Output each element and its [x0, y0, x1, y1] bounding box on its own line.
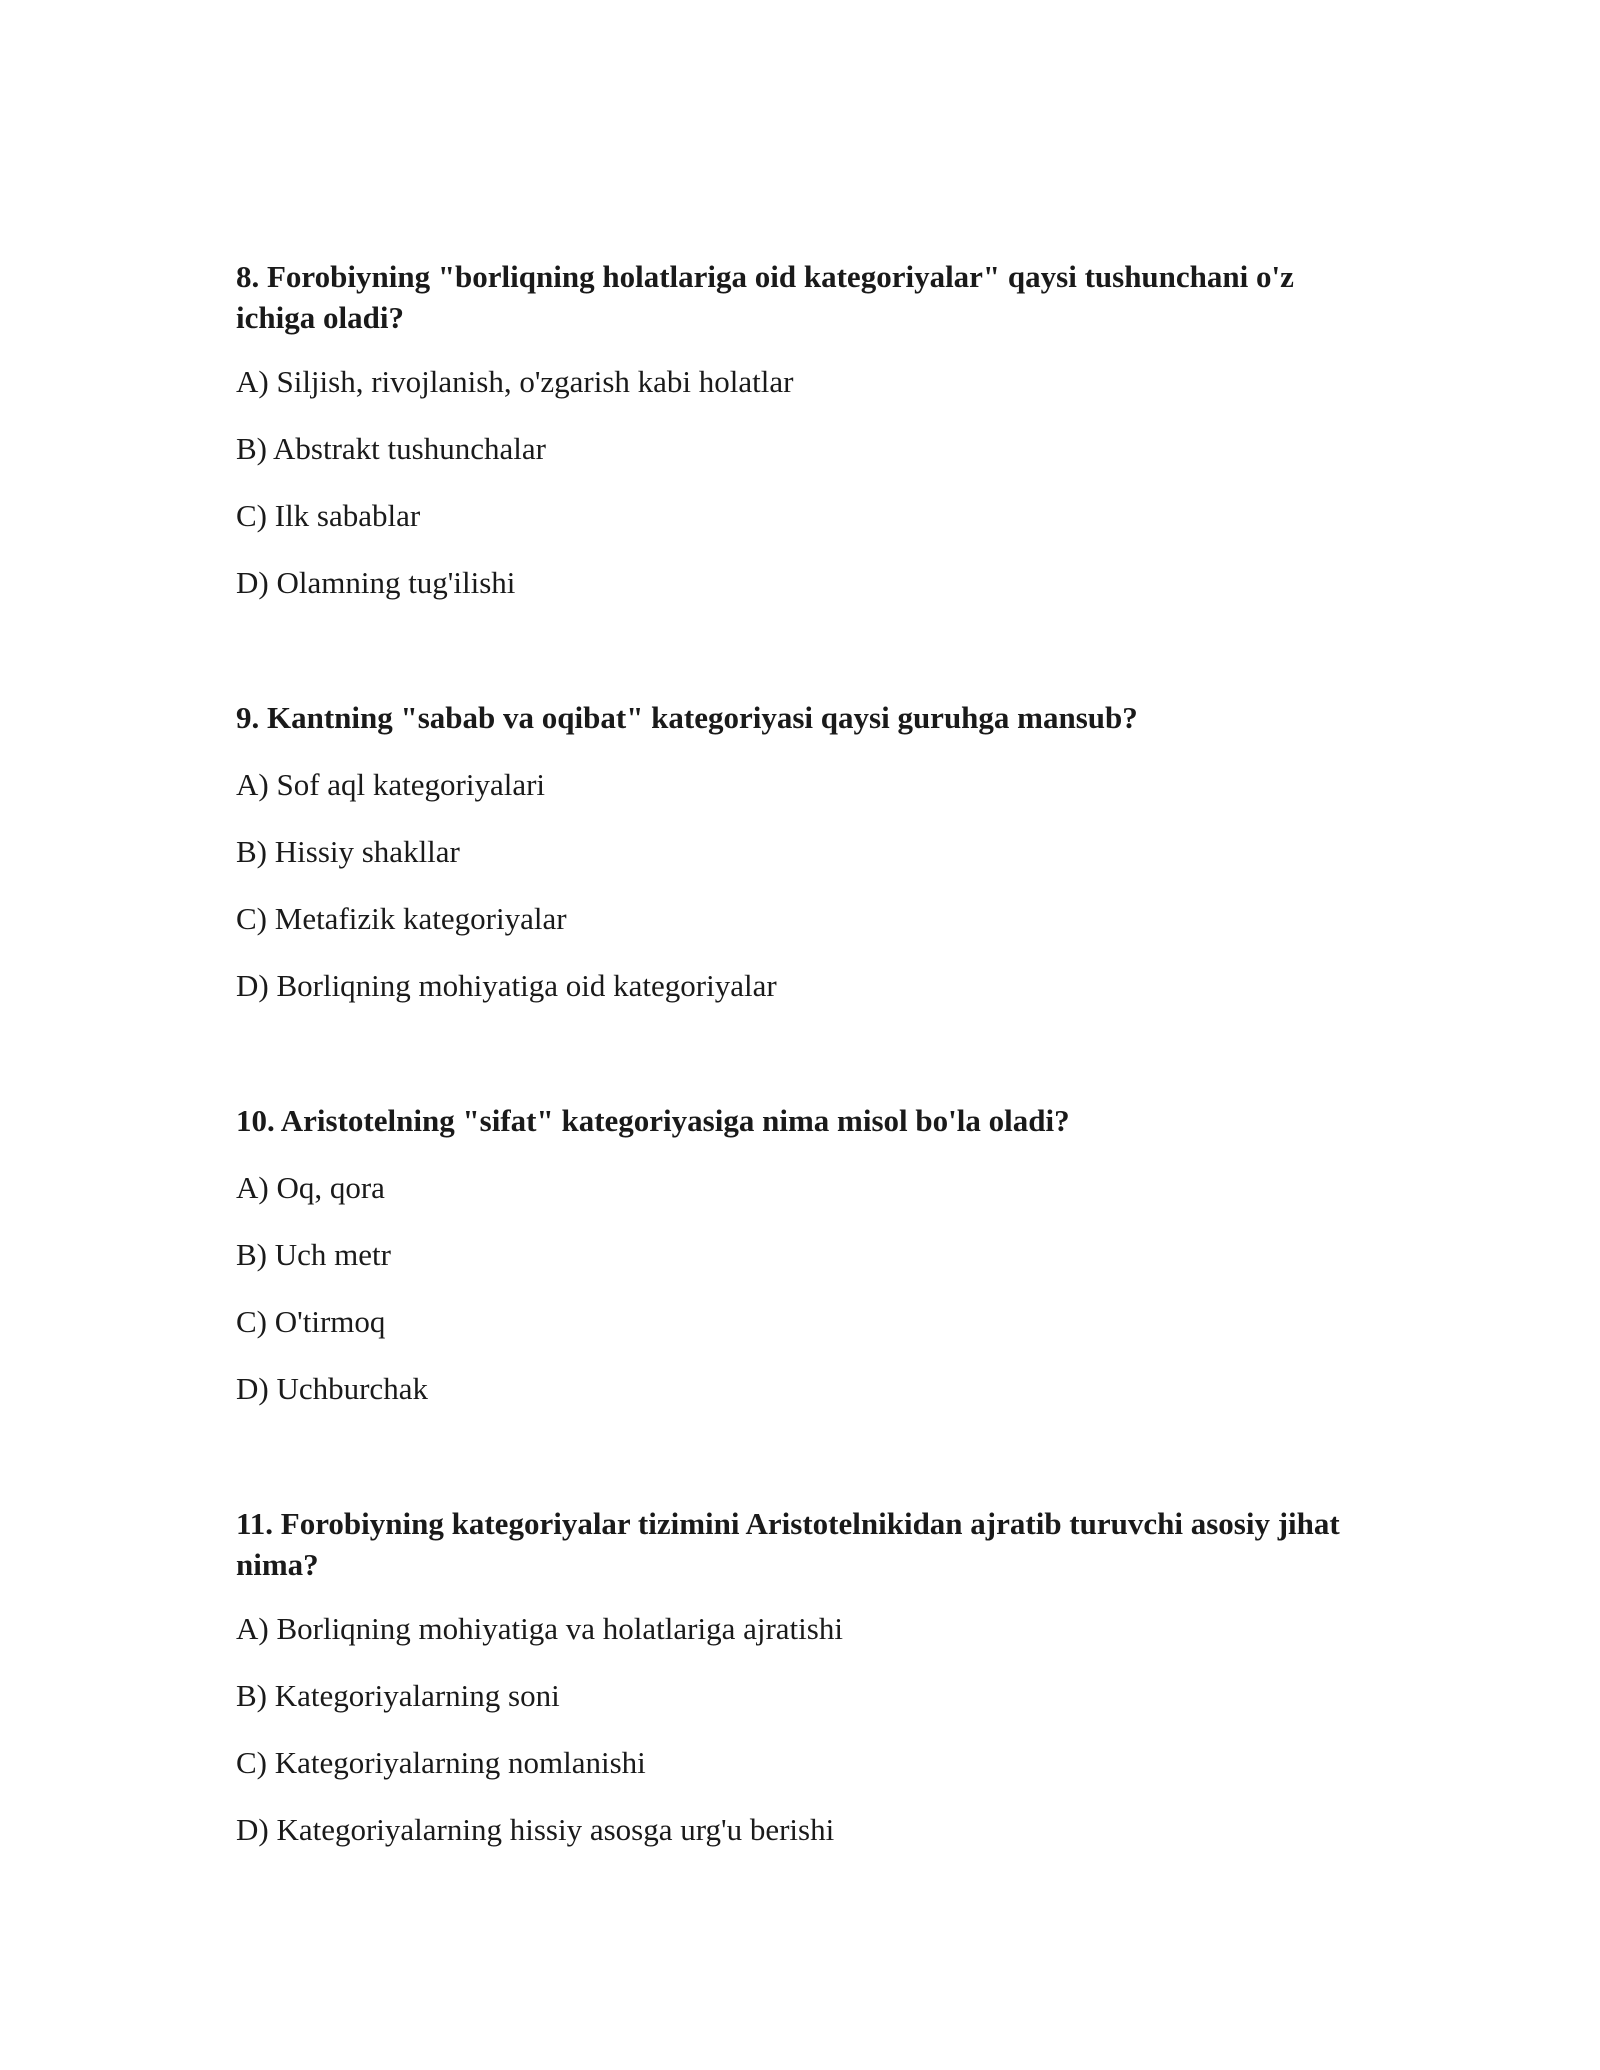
option-d: D) Uchburchak	[236, 1371, 428, 1406]
question-text: 11. Forobiyning kategoriyalar tizimini Aristotelnikidan ajratib turuvchi asosiy jihat nima?	[236, 1506, 1340, 1582]
question-9	[236, 697, 1376, 1003]
option-c: C) O'tirmoq	[236, 1304, 386, 1339]
option-b: B) Uch metr	[236, 1237, 391, 1272]
option-a: A) Borliqning mohiyatiga va holatlariga ajratishi	[236, 1611, 843, 1646]
question-11	[236, 1503, 1376, 1847]
option-b: B) Abstrakt tushunchalar	[236, 431, 546, 466]
option-c: C) Metafizik kategoriyalar	[236, 901, 567, 936]
option-b: B) Hissiy shakllar	[236, 834, 460, 869]
option-c: C) Ilk sabablar	[236, 498, 421, 533]
option-d: D) Borliqning mohiyatiga oid kategoriyalar	[236, 968, 777, 1003]
option-a: A) Oq, qora	[236, 1170, 385, 1205]
option-b: B) Kategoriyalarning soni	[236, 1678, 560, 1713]
option-c: C) Kategoriyalarning nomlanishi	[236, 1745, 646, 1780]
option-d: D) Kategoriyalarning hissiy asosga urg'u berishi	[236, 1812, 835, 1847]
option-d: D) Olamning tug'ilishi	[236, 565, 516, 600]
option-a: A) Sof aql kategoriyalari	[236, 767, 546, 802]
question-10	[236, 1100, 1376, 1406]
option-a: A) Siljish, rivojlanish, o'zgarish kabi holatlar	[236, 364, 794, 399]
question-8	[236, 256, 1376, 600]
question-text: 9. Kantning "sabab va oqibat" kategoriyasi qaysi guruhga mansub?	[236, 700, 1138, 735]
question-text: 8. Forobiyning "borliqning holatlariga oid kategoriyalar" qaysi tushunchani o'z ichiga oladi?	[236, 259, 1294, 335]
question-text: 10. Aristotelning "sifat" kategoriyasiga nima misol bo'la oladi?	[236, 1103, 1070, 1138]
